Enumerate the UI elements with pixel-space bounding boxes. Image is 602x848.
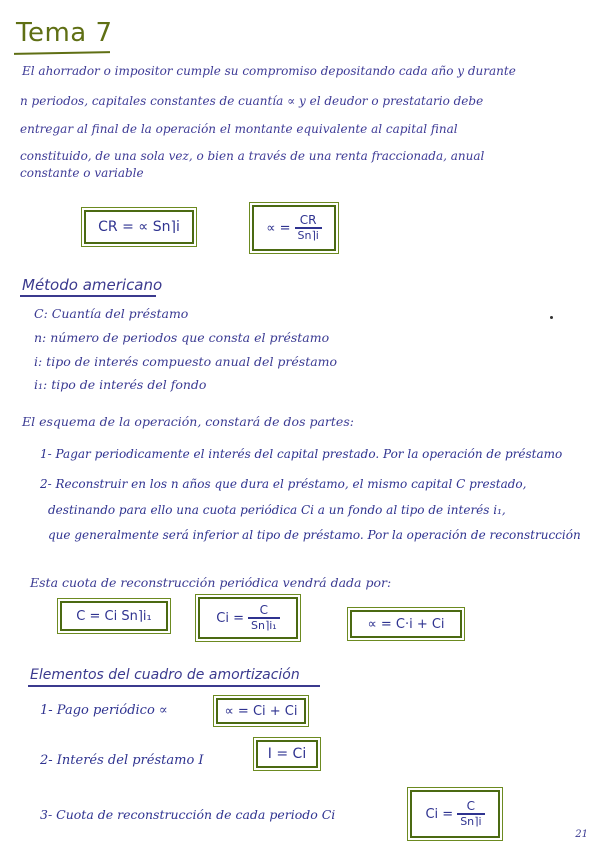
cr-formula: CR = ∝ Sn⌉i [98, 219, 180, 235]
cuota-denominator: Sn⌉i₁ [251, 618, 277, 632]
definition-c: C: Cuantía del préstamo [34, 306, 189, 321]
intro-line-4: constituido, de una sola vez, o bien a través de una renta fraccionada, anual [20, 149, 485, 163]
esquema-step-2-end: que generalmente será inferior al tipo de préstamo. Por la operación de reconstrucción [48, 528, 581, 542]
cuota-box-2 [198, 597, 298, 639]
intro-line-1: El ahorrador o impositor cumple su compromiso depositando cada año y durante [22, 64, 516, 78]
elemento-3-denominator: Sn⌉i [460, 814, 482, 828]
alpha-numerator: CR [299, 213, 317, 228]
heading-underline [20, 295, 156, 297]
alpha-fraction [295, 213, 322, 243]
alpha-denominator: Sn⌉i [297, 228, 319, 242]
stray-dot [550, 316, 553, 319]
intro-line-3: entregar al final de la operación el montante equivalente al capital final [20, 122, 458, 136]
cuota-numerator: C [259, 603, 269, 618]
metodo-americano-heading: Método americano [22, 276, 163, 294]
elementos-heading: Elementos del cuadro de amortización [30, 667, 300, 683]
cuota-box-1 [60, 601, 168, 631]
esquema-step-2-cont: destinando para ello una cuota periódica Ci a un fondo al tipo de interés i₁, [48, 503, 506, 517]
elemento-3-fraction [457, 799, 484, 829]
intro-line-2: n periodos, capitales constantes de cuantía ∝ y el deudor o prestatario debe [20, 94, 484, 108]
elemento-3-lhs: Ci = [425, 806, 454, 822]
cuota-box-3 [350, 610, 462, 638]
alpha-lhs: ∝ = [266, 220, 291, 236]
cuota-formula-3: ∝ = C·i + Ci [367, 616, 445, 632]
esquema-intro: El esquema de la operación, constará de dos partes: [22, 414, 354, 429]
intro-line-5: constante o variable [20, 166, 144, 180]
elemento-1-formula: ∝ = Ci + Ci [224, 703, 298, 719]
cr-formula-box [84, 210, 194, 244]
esquema-step-2: 2- Reconstruir en los n años que dura el préstamo, el mismo capital C prestado, [40, 477, 527, 491]
title-underline [14, 51, 110, 55]
definition-i: i: tipo de interés compuesto anual del préstamo [34, 354, 338, 369]
elemento-1-box [216, 698, 306, 724]
cuota-lhs: Ci = [216, 610, 244, 626]
heading-underline [28, 685, 320, 687]
page-title: Tema 7 [16, 18, 113, 48]
page-number: 21 [575, 829, 588, 840]
esquema-step-1: 1- Pagar periodicamente el interés del capital prestado. Por la operación de préstamo [40, 447, 563, 461]
definition-n: n: número de periodos que consta el préstamo [34, 330, 330, 345]
elemento-3-label: 3- Cuota de reconstrucción de cada periodo Ci [40, 807, 336, 822]
elemento-2-formula: I = Ci [267, 746, 307, 762]
elemento-3-numerator: C [466, 799, 476, 814]
cuota-intro: Esta cuota de reconstrucción periódica vendrá dada por: [30, 575, 392, 590]
elemento-2-box [256, 740, 318, 768]
elemento-1-label: 1- Pago periódico ∝ [40, 703, 168, 718]
cuota-fraction [248, 603, 280, 633]
alpha-formula-box [252, 205, 336, 251]
elemento-3-box [410, 790, 500, 838]
cuota-formula-1: C = Ci Sn⌉i₁ [76, 608, 152, 624]
definition-i1: i₁: tipo de interés del fondo [34, 377, 207, 392]
elemento-2-label: 2- Interés del préstamo I [40, 753, 204, 768]
